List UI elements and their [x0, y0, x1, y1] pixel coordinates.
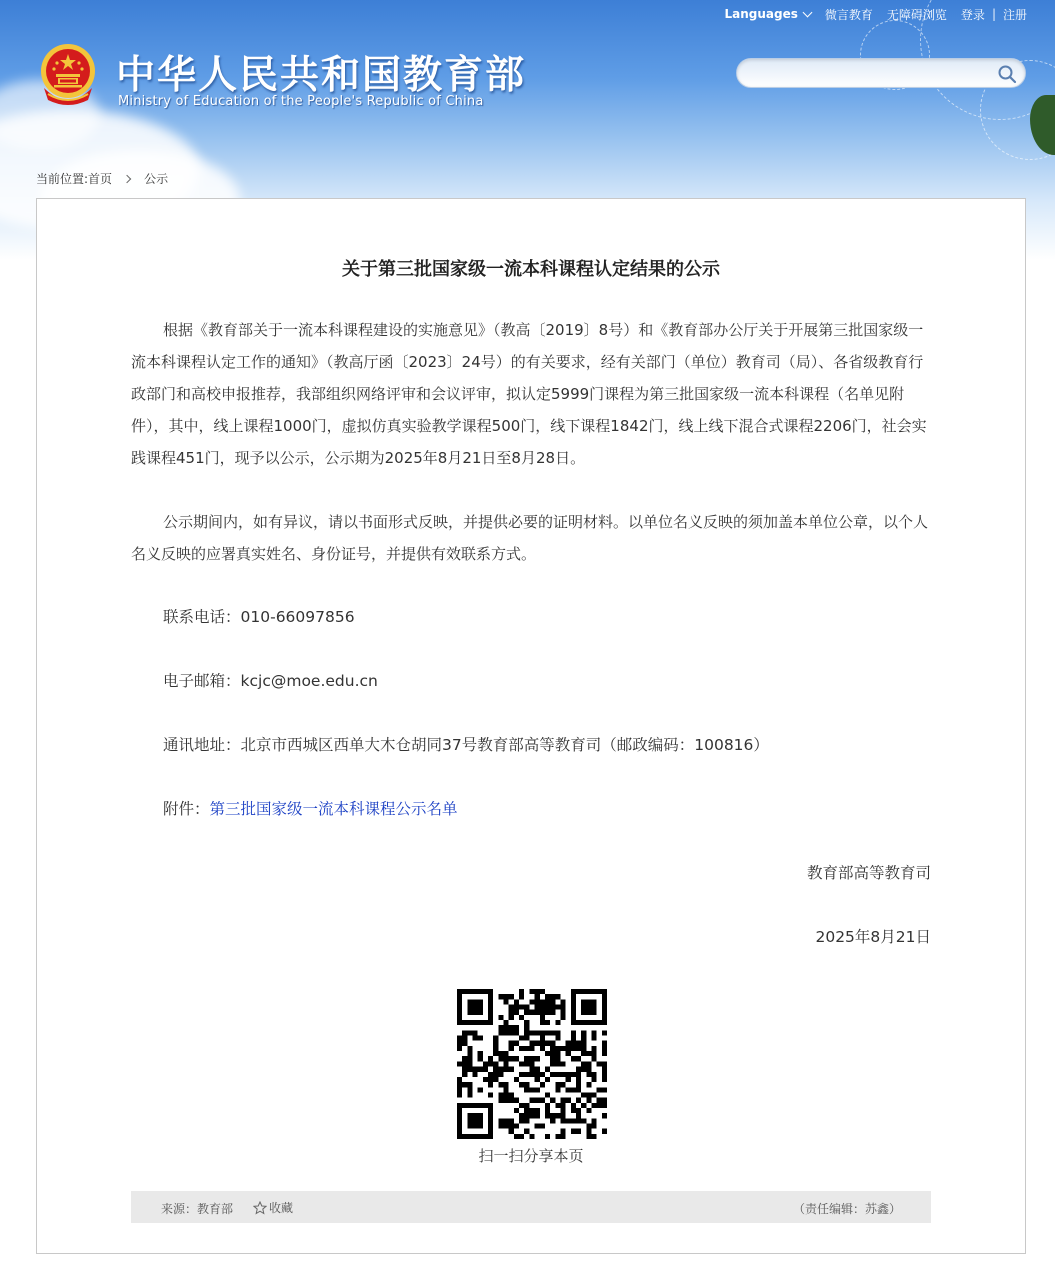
signature-date: 2025年8月21日: [815, 928, 931, 946]
search-box: [736, 58, 1026, 88]
favorite-label: 收藏: [269, 1201, 294, 1215]
register-link[interactable]: 注册: [1002, 7, 1027, 22]
contact-phone-label: 联系电话：: [163, 608, 241, 626]
chevron-down-icon: [802, 7, 812, 17]
breadcrumb-home-link[interactable]: 首页: [88, 172, 113, 186]
attachment-link[interactable]: 第三批国家级一流本科课程公示名单: [209, 800, 458, 818]
contact-email: [163, 670, 378, 692]
contact-phone-value: 010-66097856: [240, 608, 355, 626]
top-links-separator: |: [991, 7, 996, 21]
accessibility-link[interactable]: 无障碍浏览: [886, 7, 947, 22]
attachment: [163, 798, 458, 820]
breadcrumb-current[interactable]: 公示: [144, 172, 169, 186]
favorite-button[interactable]: [253, 1199, 293, 1216]
star-icon: [253, 1201, 267, 1215]
national-emblem-icon[interactable]: [38, 42, 98, 108]
article-container: [36, 198, 1026, 1254]
contact-email-value: kcjc@moe.edu.cn: [240, 672, 378, 690]
breadcrumb-prefix: 当前位置:: [36, 172, 89, 186]
article-paragraph: 根据《教育部关于一流本科课程建设的实施意见》（教高〔2019〕8号）和《教育部办公厅关于开展第三批国家级一流本科课程认定工作的通知》（教高厅函〔2023〕24号）的有关要求，经有关部门（单位）教育司（局）、各省级教育行政部门和高校申报推荐，我部组织网络评审和会议评审，拟认定5999门课程为第三批国家级一流本科课程（名单见附件），其中，线上课程1000门，虚拟仿真实验教学课程500门，线下课程1842门，线上线下混合式课程2206门，社会实践课程451门，现予以公示，公示期为2025年8月21日至8月28日。: [131, 321, 927, 467]
signature-department: 教育部高等教育司: [806, 864, 931, 882]
languages-menu[interactable]: [725, 7, 811, 21]
contact-address-value: 北京市西城区西单大木仓胡同37号教育部高等教育司（邮政编码：100816）: [240, 736, 769, 754]
search-input[interactable]: [749, 63, 989, 83]
responsible-editor: （责任编辑：苏鑫）: [792, 1202, 901, 1216]
weibo-link[interactable]: 微言教育: [824, 7, 873, 22]
contact-address-label: 通讯地址：: [163, 736, 241, 754]
article-title: 关于第三批国家级一流本科课程认定结果的公示: [342, 259, 720, 280]
article-footer: [131, 1191, 931, 1223]
top-links: [725, 5, 1028, 23]
contact-phone: [163, 606, 355, 628]
languages-label: Languages: [724, 7, 798, 21]
attachment-label: 附件：: [163, 800, 210, 818]
login-link[interactable]: 登录: [960, 7, 985, 22]
contact-email-label: 电子邮箱：: [163, 672, 241, 690]
site-subtitle: Ministry of Education of the People's Republic of China: [118, 94, 484, 109]
site-title[interactable]: 中华人民共和国教育部: [116, 53, 527, 98]
chevron-right-icon: [123, 174, 131, 182]
search-icon[interactable]: [997, 64, 1017, 84]
article-source: 来源：教育部: [161, 1202, 234, 1216]
breadcrumb: [36, 170, 168, 187]
article-paragraph: 公示期间内，如有异议，请以书面形式反映，并提供必要的证明材料。以单位名义反映的须加盖本单位公章，以个人名义反映的应署真实姓名、身份证号，并提供有效联系方式。: [131, 513, 929, 563]
qr-caption: 扫一扫分享本页: [478, 1147, 584, 1165]
contact-address: [163, 734, 769, 756]
qr-code-icon: [457, 989, 607, 1139]
